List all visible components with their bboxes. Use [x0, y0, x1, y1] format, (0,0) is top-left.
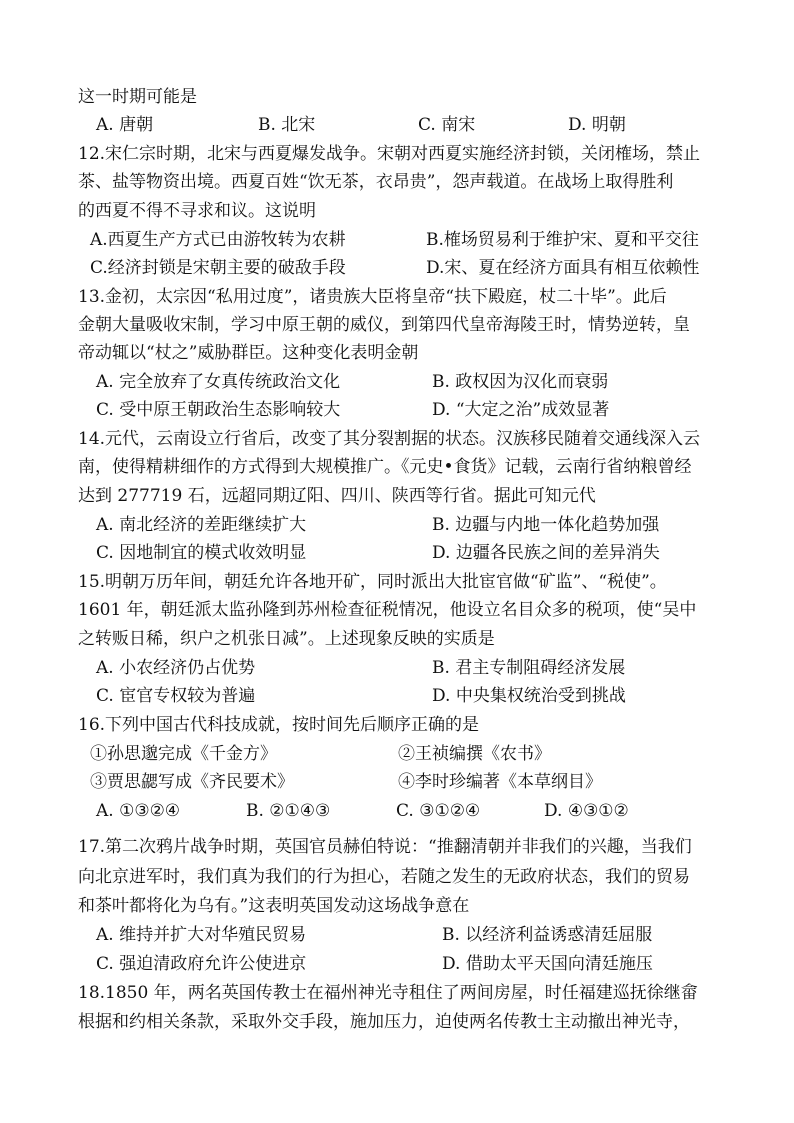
q17-option-c: C. 强迫清政府允许公使进京 [96, 954, 307, 974]
q16-item-4: ④李时珍编著《本草纲目》 [398, 772, 602, 792]
question-11-stem-end: 这一时期可能是 [78, 87, 197, 107]
q11-option-c: C. 南宋 [418, 115, 476, 135]
question-15-line-3: 之转贩日稀，织户之机张日减”。上述现象反映的实质是 [78, 629, 495, 649]
question-13-line-3: 帝动辄以“杖之”威胁群臣。这种变化表明金朝 [78, 343, 419, 363]
q13-option-d: D. “大定之治”成效显著 [432, 400, 610, 420]
q15-option-d: D. 中央集权统治受到挑战 [432, 686, 626, 706]
q14-option-b: B. 边疆与内地一体化趋势加强 [432, 515, 660, 535]
q17-option-b: B. 以经济利益诱惑清廷屈服 [442, 925, 653, 945]
q11-option-d: D. 明朝 [568, 115, 626, 135]
q15-option-c: C. 宦官专权较为普遍 [96, 686, 256, 706]
question-17-line-1: 17.第二次鸦片战争时期，英国官员赫伯特说：“推翻清朝并非我们的兴趣，当我们 [78, 837, 692, 857]
q12-option-b: B.榷场贸易利于维护宋、夏和平交往 [426, 230, 699, 250]
q16-item-3: ③贾思勰写成《齐民要术》 [90, 772, 294, 792]
question-17-line-3: 和茶叶都将化为乌有。”这表明英国发动这场战争意在 [78, 896, 470, 916]
q15-option-b: B. 君主专制阻碍经济发展 [432, 658, 626, 678]
q15-option-a: A. 小农经济仍占优势 [96, 658, 256, 678]
q16-item-1: ①孙思邈完成《千金方》 [90, 744, 277, 764]
question-12-line-3: 的西夏不得不寻求和议。这说明 [78, 201, 316, 221]
q16-option-b: B. ②①④③ [246, 801, 331, 821]
q17-option-a: A. 维持并扩大对华殖民贸易 [96, 925, 307, 945]
q16-option-a: A. ①③②④ [96, 801, 181, 821]
q14-option-d: D. 边疆各民族之间的差异消失 [432, 543, 660, 563]
question-18-line-2: 根据和约相关条款，采取外交手段，施加压力，迫使两名传教士主动撤出神光寺， [78, 1012, 690, 1032]
q12-option-a: A.西夏生产方式已由游牧转为农耕 [90, 230, 346, 250]
question-13-line-1: 13.金初，太宗因“私用过度”，诸贵族大臣将皇帝“扶下殿庭，杖二十毕”。此后 [78, 287, 667, 307]
q13-option-a: A. 完全放弃了女真传统政治文化 [96, 372, 341, 392]
q11-option-b: B. 北宋 [258, 115, 316, 135]
q11-option-a: A. 唐朝 [96, 115, 154, 135]
q13-option-b: B. 政权因为汉化而衰弱 [432, 372, 609, 392]
question-12-line-1: 12.宋仁宗时期，北宋与西夏爆发战争。宋朝对西夏实施经济封锁，关闭榷场，禁止 [78, 144, 701, 164]
question-14-line-1: 14.元代，云南设立行省后，改变了其分裂割据的状态。汉族移民随着交通线深入云 [78, 429, 701, 449]
question-18-line-1: 18.1850 年，两名英国传教士在福州神光寺租住了两间房屋，时任福建巡抚徐继畲 [78, 983, 698, 1003]
q12-option-d: D.宋、夏在经济方面具有相互依赖性 [426, 258, 700, 278]
question-12-line-2: 茶、盐等物资出境。西夏百姓“饮无茶，衣昂贵”，怨声载道。在战场上取得胜利 [78, 172, 674, 192]
q16-option-d: D. ④③①② [544, 801, 629, 821]
q17-option-d: D. 借助太平天国向清廷施压 [442, 954, 653, 974]
q16-item-2: ②王祯编撰《农书》 [398, 744, 551, 764]
q14-option-c: C. 因地制宜的模式收效明显 [96, 543, 307, 563]
question-14-line-2: 南，使得精耕细作的方式得到大规模推广。《元史•食货》记载，云南行省纳粮曾经 [78, 457, 692, 477]
question-14-line-3: 达到 277719 石，远超同期辽阳、四川、陕西等行省。据此可知元代 [78, 486, 596, 506]
question-17-line-2: 向北京进军时，我们真为我们的行为担心，若随之发生的无政府状态，我们的贸易 [78, 867, 690, 887]
question-15-line-1: 15.明朝万历年间，朝廷允许各地开矿，同时派出大批宦官做“矿监”、“税使”。 [78, 572, 667, 592]
q13-option-c: C. 受中原王朝政治生态影响较大 [96, 400, 341, 420]
question-16-stem: 16.下列中国古代科技成就，按时间先后顺序正确的是 [78, 715, 480, 735]
q16-option-c: C. ③①②④ [396, 801, 481, 821]
question-13-line-2: 金朝大量吸收宋制，学习中原王朝的威仪，到第四代皇帝海陵王时，情势逆转，皇 [78, 315, 690, 335]
question-15-line-2: 1601 年，朝廷派太监孙隆到苏州检查征税情况，他设立名目众多的税项，使“吴中 [78, 600, 697, 620]
q14-option-a: A. 南北经济的差距继续扩大 [96, 515, 307, 535]
q12-option-c: C.经济封锁是宋朝主要的破敌手段 [90, 258, 346, 278]
